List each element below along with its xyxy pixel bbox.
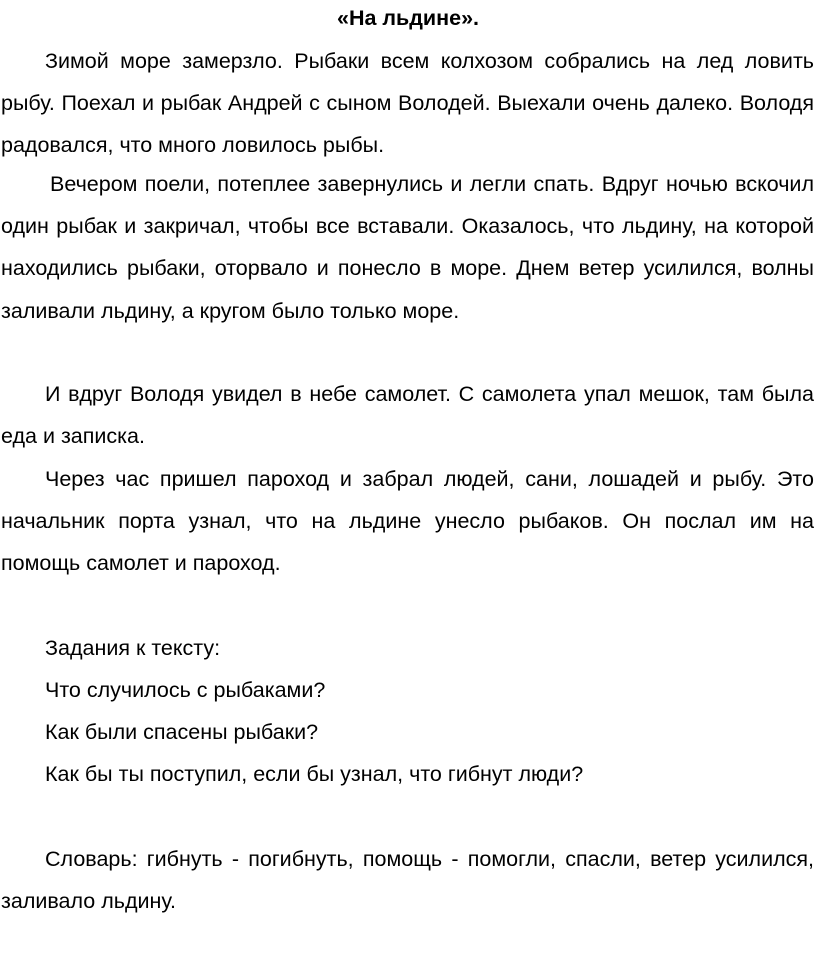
- paragraph-4: Через час пришел пароход и забрал людей, сани, лошадей и рыбу. Это начальник порта узнал, что на льдине унесло рыбаков. Он послал им на помощь самолет и пароход.: [1, 467, 814, 576]
- paragraph-3: И вдруг Володя увидел в небе самолет. С самолета упал мешок, там была еда и записка.: [1, 382, 814, 449]
- paragraph-2: Вечером поели, потеплее завернулись и легли спать. Вдруг ночью вскочил один рыбак и закричал, чтобы все вставали. Оказалось, что льдину, на которой находились рыбаки, оторвало и понесло в море. Днем ветер усилился, волны заливали льдину, а кругом было только море.: [1, 172, 814, 323]
- tasks-heading: Задания к тексту:: [45, 636, 221, 660]
- question-1: Что случилось с рыбаками?: [45, 678, 326, 702]
- question-2: Как были спасены рыбаки?: [45, 720, 319, 744]
- question-3: Как бы ты поступил, если бы узнал, что гибнут люди?: [45, 762, 584, 786]
- vocabulary: Словарь: гибнуть - погибнуть, помощь - помогли, спасли, ветер усилился, заливало льдину.: [1, 847, 814, 914]
- paragraph-1: Зимой море замерзло. Рыбаки всем колхозом собрались на лед ловить рыбу. Поехал и рыбак Андрей с сыном Володей. Выехали очень далеко. Володя радовался, что много ловилось рыбы.: [1, 49, 814, 158]
- document-title: «На льдине».: [336, 6, 480, 30]
